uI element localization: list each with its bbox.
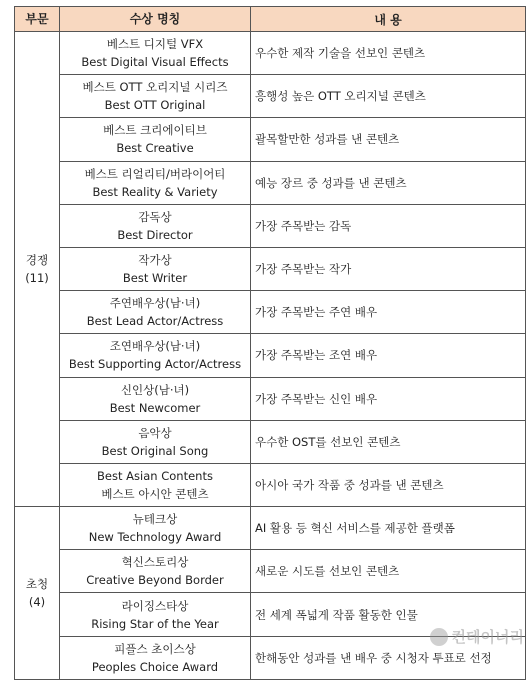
table-row bbox=[15, 636, 526, 679]
award-name-secondary: Best Digital Visual Effects bbox=[81, 55, 229, 70]
award-name-primary: 베스트 디지털 VFX bbox=[106, 37, 204, 52]
table-row bbox=[15, 463, 526, 506]
award-name-primary: Best Asian Contents bbox=[97, 468, 213, 483]
award-name-cell bbox=[60, 463, 251, 506]
award-name-primary: 신인상(남·녀) bbox=[120, 382, 190, 397]
award-name-cell bbox=[60, 161, 251, 204]
award-name-cell bbox=[60, 507, 251, 550]
award-name-secondary: Best Reality & Variety bbox=[92, 184, 218, 199]
award-name-secondary: Rising Star of the Year bbox=[91, 616, 219, 631]
award-name-secondary: Best OTT Original bbox=[104, 98, 206, 113]
header-row bbox=[15, 7, 526, 32]
award-name-cell bbox=[60, 247, 251, 290]
award-name-secondary: Best Supporting Actor/Actress bbox=[68, 357, 242, 372]
award-name-primary: 피플스 초이스상 bbox=[114, 641, 196, 656]
table-body bbox=[15, 32, 526, 680]
category-name: 초청 bbox=[25, 576, 49, 591]
award-name-cell bbox=[60, 291, 251, 334]
award-name-primary: 감독상 bbox=[138, 209, 172, 224]
awards-table bbox=[14, 6, 526, 680]
award-name-secondary: 베스트 아시안 콘텐츠 bbox=[101, 486, 209, 501]
award-name-secondary: Best Creative bbox=[116, 141, 194, 156]
award-name-cell bbox=[60, 204, 251, 247]
award-description: 예능 장르 중 성과를 낸 콘텐츠 bbox=[251, 161, 526, 204]
award-name-secondary: Best Director bbox=[117, 227, 193, 242]
award-description: 전 세계 폭넓게 작품 활동한 인물 bbox=[251, 593, 526, 636]
table-row bbox=[15, 593, 526, 636]
award-name-cell bbox=[60, 334, 251, 377]
award-name-secondary: Best Writer bbox=[122, 271, 188, 286]
award-name-cell bbox=[60, 636, 251, 679]
table-row bbox=[15, 550, 526, 593]
category-cell bbox=[15, 32, 60, 507]
category-count: (11) bbox=[25, 271, 49, 286]
award-description: AI 활용 등 혁신 서비스를 제공한 플랫폼 bbox=[251, 507, 526, 550]
award-name-secondary: New Technology Award bbox=[88, 530, 222, 545]
award-description: 괄목할만한 성과를 낸 콘텐츠 bbox=[251, 118, 526, 161]
award-name-primary: 작가상 bbox=[138, 253, 172, 268]
table-row bbox=[15, 377, 526, 420]
header-award-name: 수상 명칭 bbox=[60, 7, 251, 32]
header-category: 부문 bbox=[15, 7, 60, 32]
award-name-secondary: Best Original Song bbox=[101, 443, 209, 458]
award-name-cell bbox=[60, 118, 251, 161]
table-row bbox=[15, 247, 526, 290]
table-row bbox=[15, 161, 526, 204]
table-row bbox=[15, 420, 526, 463]
award-name-primary: 베스트 크리에이티브 bbox=[103, 123, 207, 138]
award-description: 새로운 시도를 선보인 콘텐츠 bbox=[251, 550, 526, 593]
award-name-cell bbox=[60, 377, 251, 420]
award-description: 가장 주목받는 감독 bbox=[251, 204, 526, 247]
award-description: 한해동안 성과를 낸 배우 중 시청자 투표로 선정 bbox=[251, 636, 526, 679]
award-description: 우수한 OST를 선보인 콘텐츠 bbox=[251, 420, 526, 463]
award-name-primary: 라이징스타상 bbox=[121, 598, 189, 613]
award-name-primary: 조연배우상(남·녀) bbox=[109, 339, 201, 354]
header-content: 내 용 bbox=[251, 7, 526, 32]
table-row bbox=[15, 204, 526, 247]
award-name-secondary: Best Lead Actor/Actress bbox=[86, 314, 224, 329]
award-name-primary: 음악상 bbox=[138, 425, 172, 440]
award-description: 흥행성 높은 OTT 오리지널 콘텐츠 bbox=[251, 75, 526, 118]
table-row bbox=[15, 334, 526, 377]
award-description: 우수한 제작 기술을 선보인 콘텐츠 bbox=[251, 32, 526, 75]
award-description: 가장 주목받는 주연 배우 bbox=[251, 291, 526, 334]
award-description: 가장 주목받는 작가 bbox=[251, 247, 526, 290]
table-row bbox=[15, 507, 526, 550]
award-name-primary: 뉴테크상 bbox=[132, 512, 178, 527]
watermark-text: 컨테이너리 bbox=[451, 628, 524, 646]
award-name-primary: 베스트 리얼리티/버라이어티 bbox=[84, 166, 226, 181]
award-name-secondary: Peoples Choice Award bbox=[91, 659, 219, 674]
award-name-cell bbox=[60, 32, 251, 75]
award-name-cell bbox=[60, 75, 251, 118]
table-row bbox=[15, 32, 526, 75]
award-name-secondary: Best Newcomer bbox=[109, 400, 201, 415]
award-name-cell bbox=[60, 420, 251, 463]
award-name-secondary: Creative Beyond Border bbox=[86, 573, 224, 588]
award-name-cell bbox=[60, 550, 251, 593]
award-description: 아시아 국가 작품 중 성과를 낸 콘텐츠 bbox=[251, 463, 526, 506]
category-cell bbox=[15, 507, 60, 680]
award-description: 가장 주목받는 신인 배우 bbox=[251, 377, 526, 420]
table-row bbox=[15, 118, 526, 161]
table-row bbox=[15, 75, 526, 118]
category-name: 경쟁 bbox=[25, 253, 49, 268]
category-count: (4) bbox=[28, 594, 46, 609]
award-description: 가장 주목받는 조연 배우 bbox=[251, 334, 526, 377]
table-row bbox=[15, 291, 526, 334]
award-name-primary: 베스트 OTT 오리지널 시리즈 bbox=[82, 80, 228, 95]
award-name-cell bbox=[60, 593, 251, 636]
award-name-primary: 주연배우상(남·녀) bbox=[109, 296, 201, 311]
award-name-primary: 혁신스토리상 bbox=[121, 555, 189, 570]
